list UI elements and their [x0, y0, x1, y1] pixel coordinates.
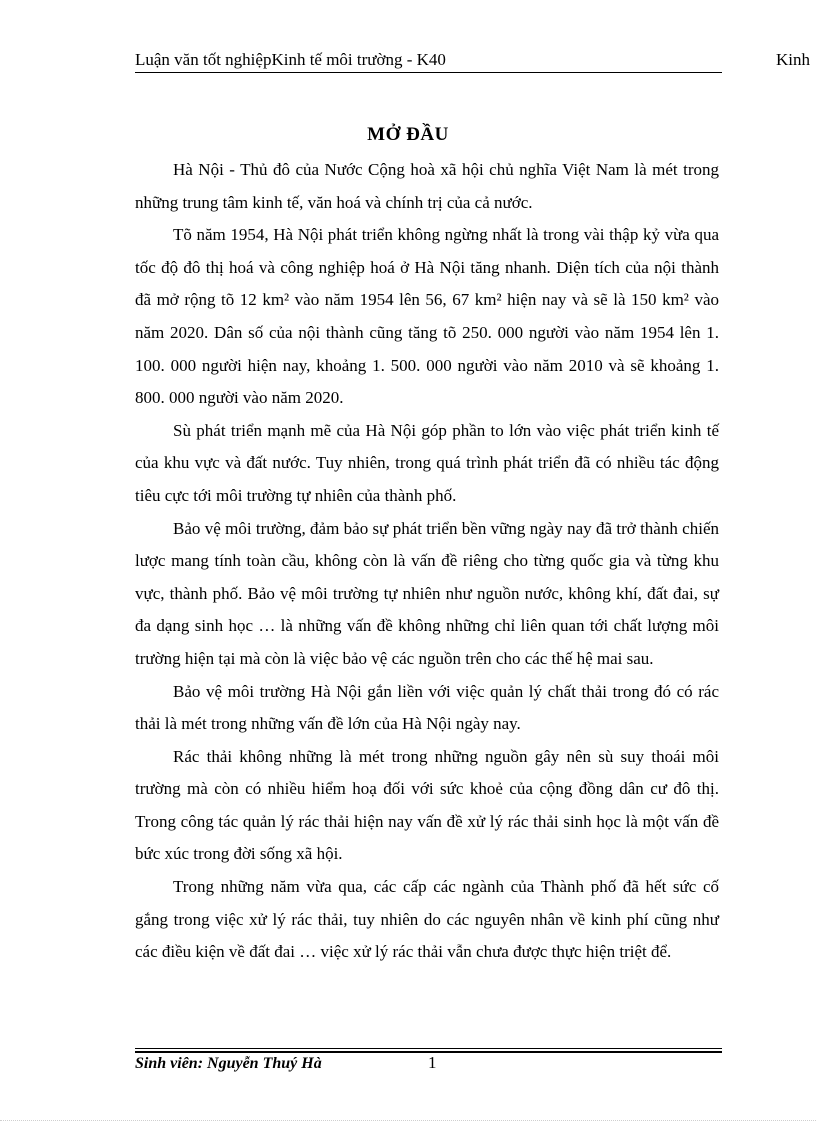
paragraph-2: Tõ năm 1954, Hà Nội phát triển không ngừng nhất là trong vài thập kỷ vừa qua tốc độ đô thị hoá và công nghiệp hoá ở Hà Nội tăng nhanh. Diện tích của nội thành đã mở rộng tõ 12 km² vào năm 1954 lên 56, 67 km² hiện nay và sẽ là 150 km² vào năm 2020. Dân số của nội thành cũng tăng tõ 250. 000 người vào năm 1954 lên 1. 100. 000 người hiện nay, khoảng 1. 500. 000 người vào năm 2010 và sẽ khoảng 1. 800. 000 người vào năm 2020. — [135, 225, 719, 408]
page-bottom-divider — [0, 1120, 816, 1121]
body-text — [135, 154, 719, 969]
page-number: 1 — [428, 1053, 437, 1072]
header-document-title: Luận văn tốt nghiệpKinh tế môi trường - K40 — [135, 50, 446, 69]
page-title: MỞ ĐẦU — [367, 124, 449, 145]
header-rule — [135, 72, 722, 73]
paragraph-1: Hà Nội - Thủ đô của Nước Cộng hoà xã hội chủ nghĩa Việt Nam là mét trong những trung tâm kinh tế, văn hoá và chính trị của cả nước. — [135, 160, 719, 212]
paragraph-3: Sù phát triển mạnh mẽ của Hà Nội góp phần to lớn vào việc phát triển kinh tế của khu vực và đất nước. Tuy nhiên, trong quá trình phát triển đã có nhiều tác động tiêu cực tới môi trường tự nhiên của thành phố. — [135, 420, 719, 505]
footer-author: Sinh viên: Nguyễn Thuý Hà — [135, 1055, 322, 1072]
paragraph-4: Bảo vệ môi trường, đảm bảo sự phát triển bền vững ngày nay đã trở thành chiến lược mang tính toàn cầu, không còn là vấn đề riêng cho từng quốc gia và từng khu vực, thành phố. Bảo vệ môi trường tự nhiên như nguồn nước, không khí, đất đai, sự đa dạng sinh học … là những vấn đề không những chỉ liên quan tới chất lượng môi trường hiện tại mà còn là việc bảo vệ các nguồn trên cho các thế hệ mai sau. — [135, 518, 719, 668]
paragraph-7: Trong những năm vừa qua, các cấp các ngành của Thành phố đã hết sức cố gắng trong việc xử lý rác thải, tuy nhiên do các nguyên nhân về kinh phí cũng như các điều kiện về đất đai … việc xử lý rác thải vẫn chưa được thực hiện triệt để. — [135, 877, 719, 962]
paragraph-6: Rác thải không những là mét trong những nguồn gây nên sù suy thoái môi trường mà còn có nhiều hiểm hoạ đối với sức khoẻ của cộng đồng dân cư đô thị. Trong công tác quản lý rác thải hiện nay vấn đề xử lý rác thải sinh học là một vấn đề bức xúc trong đời sống xã hội. — [135, 746, 719, 864]
footer-rule-thin — [135, 1048, 722, 1049]
header-cutoff-text: Kinh — [776, 50, 810, 69]
paragraph-5: Bảo vệ môi trường Hà Nội gắn liền với việc quản lý chất thải trong đó có rác thải là mét trong những vấn đề lớn của Hà Nội ngày nay. — [135, 681, 719, 734]
